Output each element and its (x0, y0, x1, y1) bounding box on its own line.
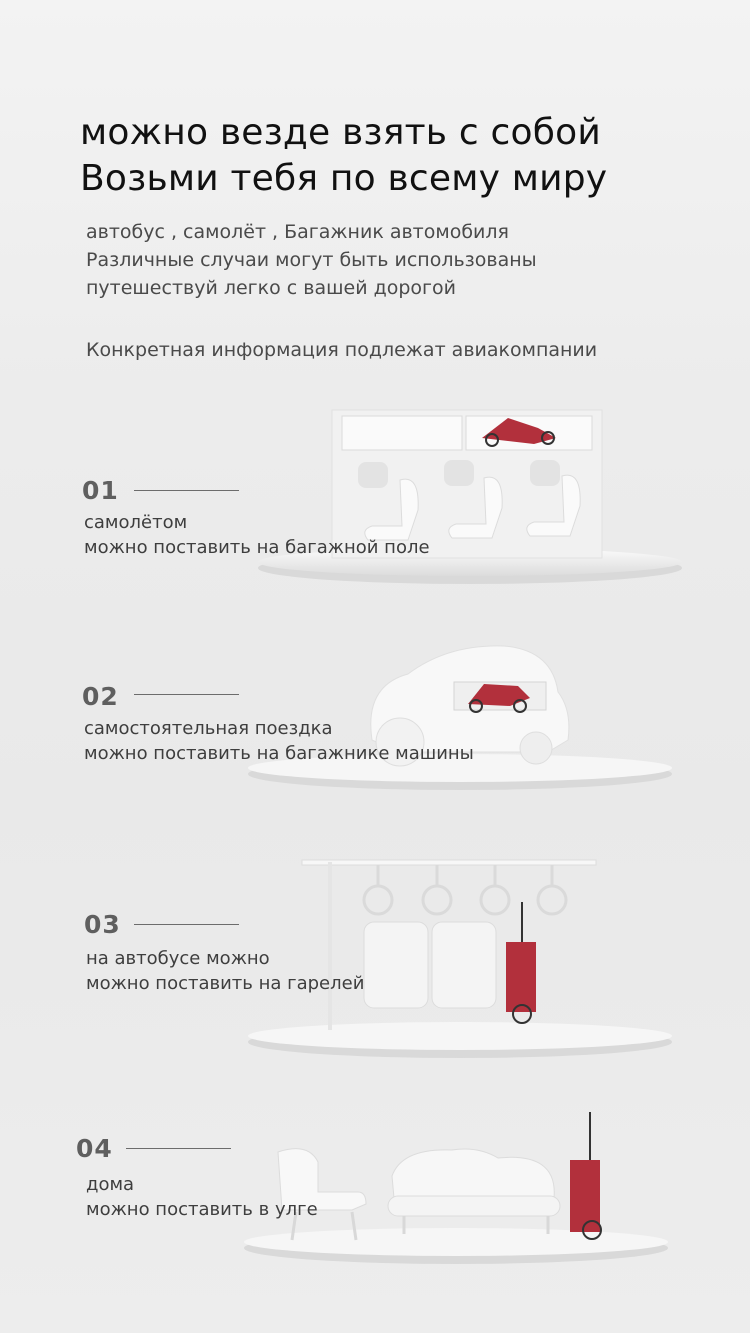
airline-note: Конкретная информация подлежат авиакомпании (86, 339, 598, 361)
scene-airplane (0, 400, 750, 590)
car-trunk-illustration (0, 630, 750, 800)
intro-text (86, 218, 537, 302)
number-divider (134, 490, 239, 491)
headline-line-2: Возьми тебя по всему миру (80, 158, 608, 199)
number-divider (126, 1148, 231, 1149)
scene-title: дома (86, 1174, 135, 1195)
stroller-icon (570, 1112, 601, 1239)
scene-bus (0, 850, 750, 1060)
intro-line-1: автобус , самолёт , Багажник автомобиля (86, 221, 509, 243)
scene-number: 04 (76, 1134, 113, 1163)
intro-line-2: Различные случаи могут быть использованы (86, 249, 537, 271)
scene-description: можно поставить на багажной поле (84, 537, 430, 558)
page-headline (80, 110, 607, 202)
scene-caption (84, 716, 474, 766)
scene-caption (86, 946, 364, 996)
scene-number: 02 (82, 682, 119, 711)
number-divider (134, 924, 239, 925)
scene-description: можно поставить на багажнике машины (84, 743, 474, 764)
number-divider (134, 694, 239, 695)
scene-caption (84, 510, 430, 560)
scene-home (0, 1100, 750, 1270)
scene-description: можно поставить на гарелей (86, 973, 365, 994)
scene-number: 03 (84, 910, 121, 939)
scene-title: самолётом (84, 512, 188, 533)
scene-number: 01 (82, 476, 119, 505)
scene-title: на автобусе можно (86, 948, 270, 969)
stroller-icon (506, 902, 536, 1023)
scene-car (0, 630, 750, 800)
intro-line-3: путешествуй легко с вашей дорогой (86, 277, 456, 299)
scene-title: самостоятельная поездка (84, 718, 333, 739)
scene-description: можно поставить в улге (86, 1199, 318, 1220)
scene-caption (86, 1172, 318, 1222)
headline-line-1: можно везде взять с собой (80, 112, 601, 153)
